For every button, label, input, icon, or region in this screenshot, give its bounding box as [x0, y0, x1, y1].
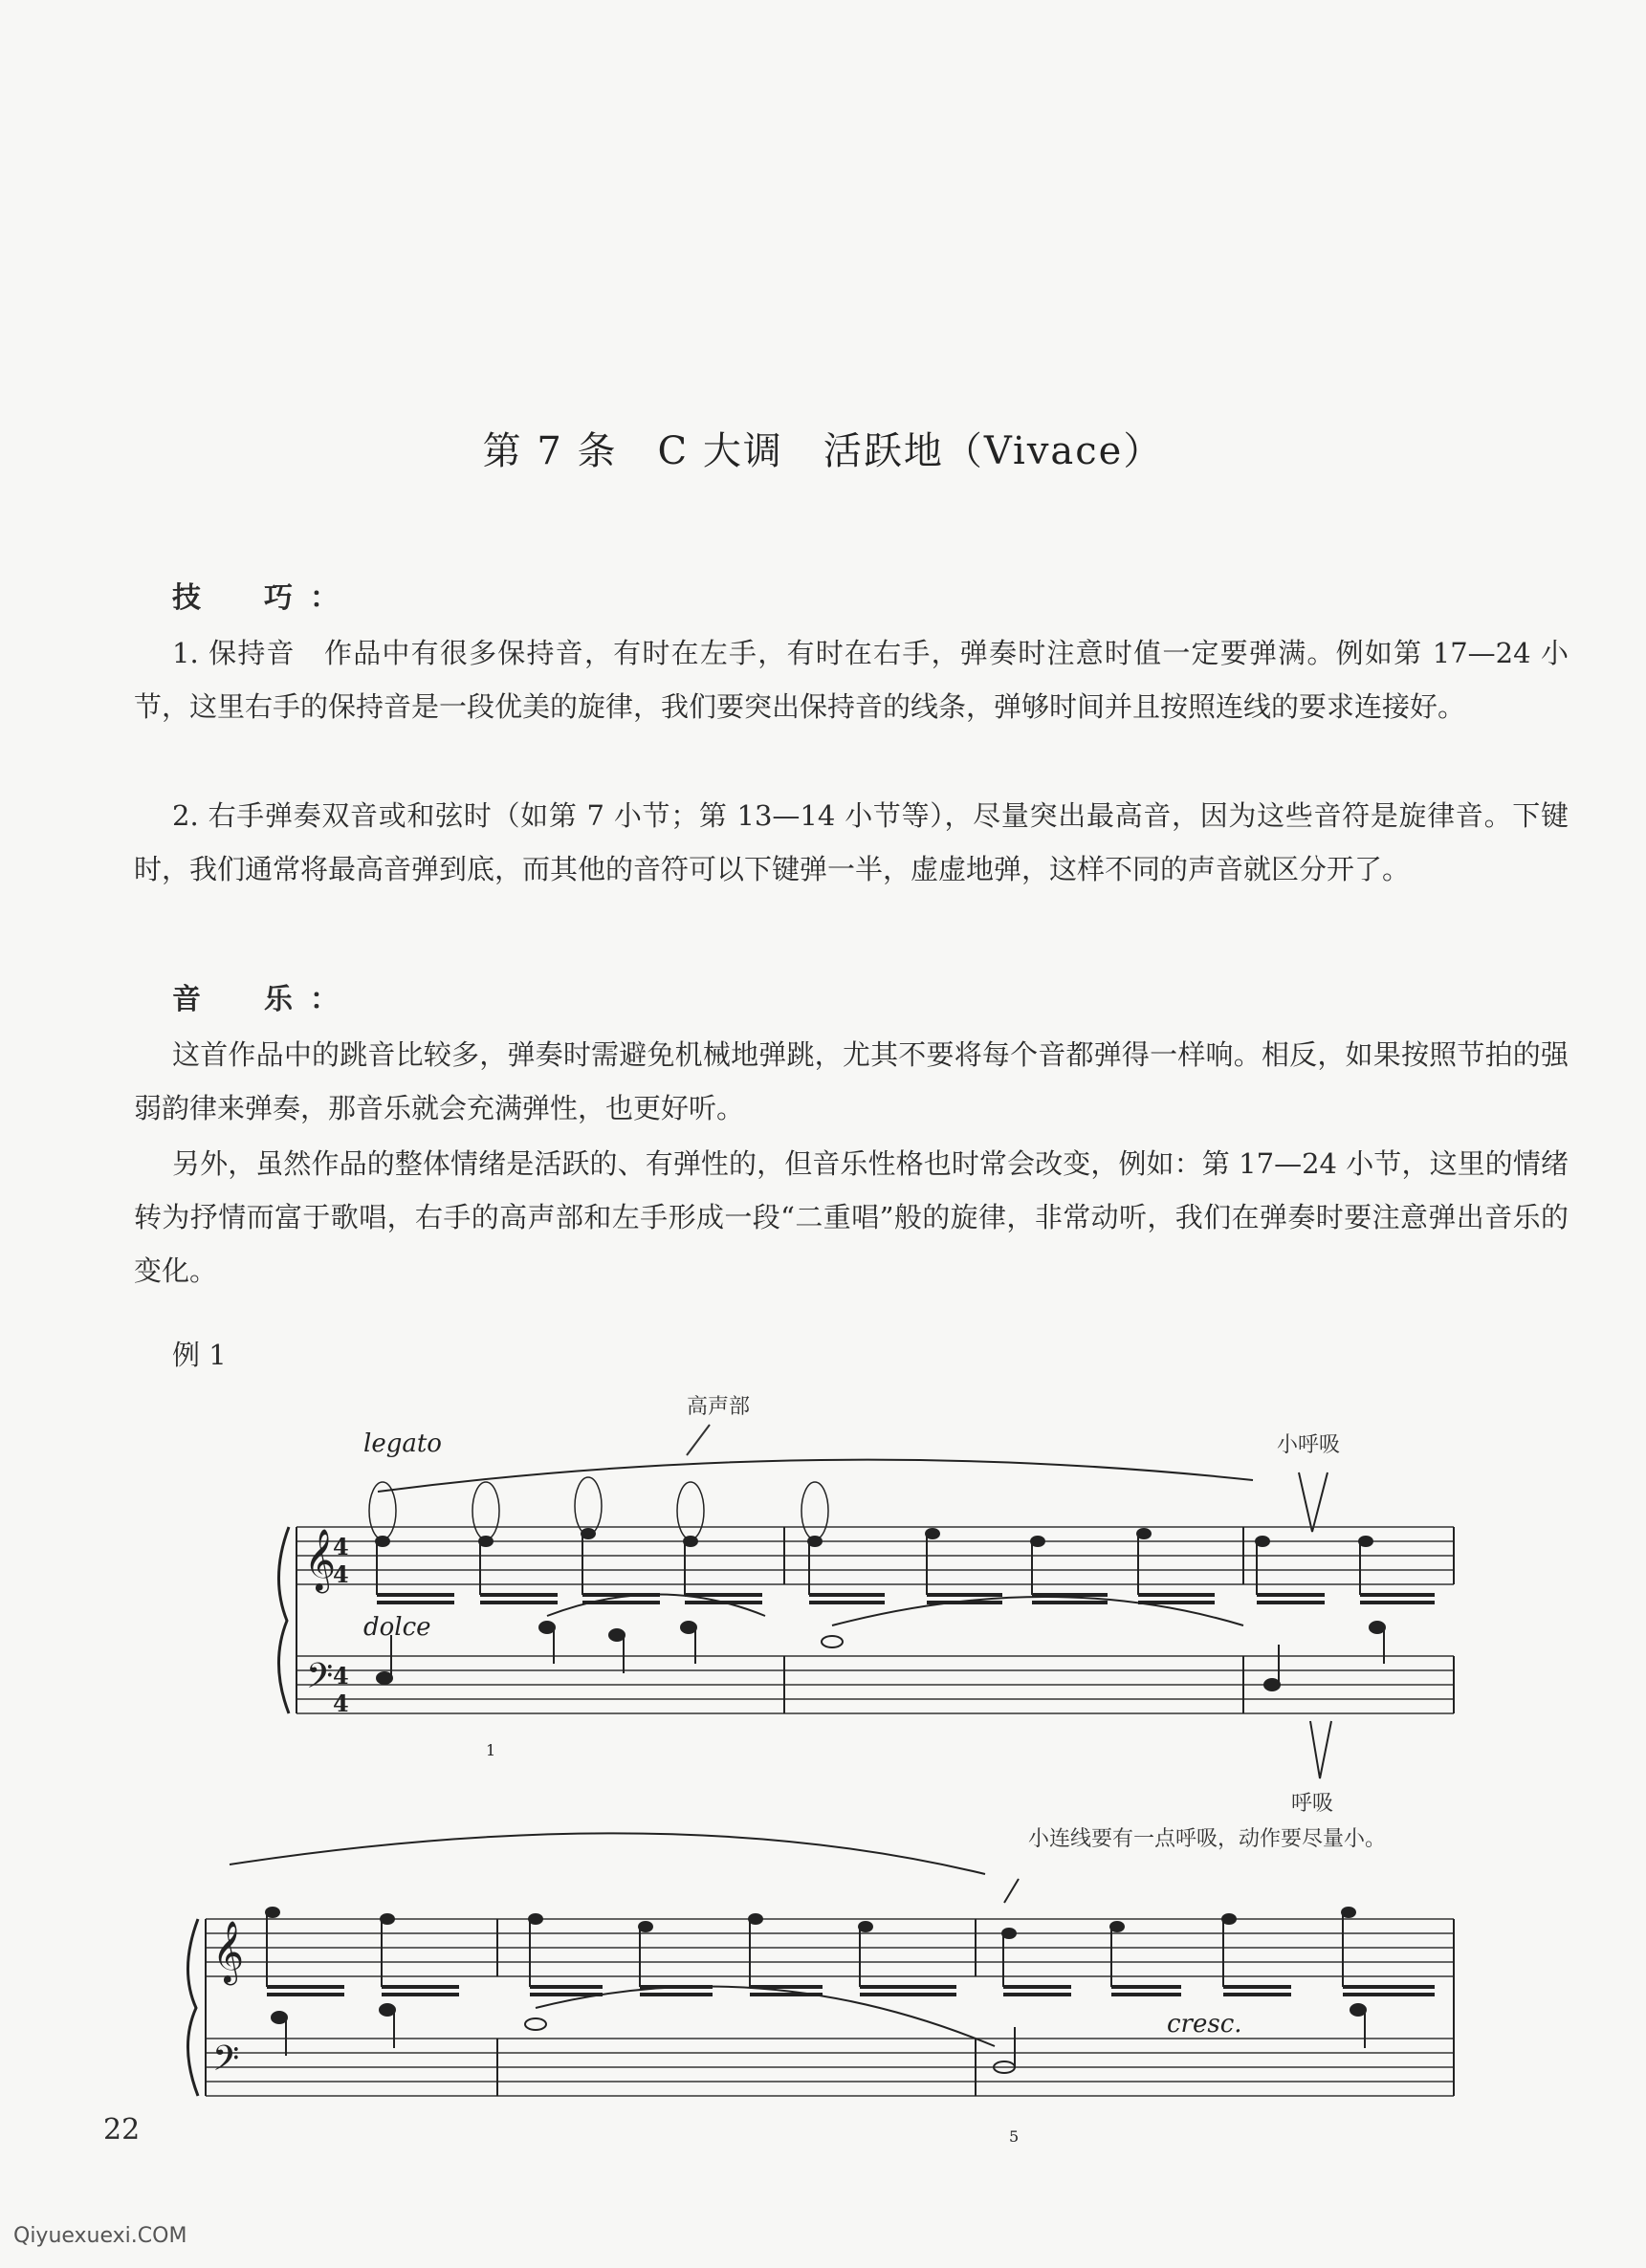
high-voice-arrow — [687, 1425, 710, 1455]
legato-slur — [378, 1460, 1253, 1492]
time-sig-top-bass: 4 — [333, 1662, 349, 1690]
technique-paragraph-1: 1. 保持音 作品中有很多保持音，有时在左手，有时在右手，弹奏时注意时值一定要弹满。例如第 17—24 小节，这里右手的保持音是一段优美的旋律，我们要突出保持音的线条，弹够时间并且按照连线的要求连接好。 — [134, 637, 1569, 723]
measure-number-5: 5 — [1009, 2127, 1020, 2146]
treble-staff-1 — [296, 1527, 1454, 1584]
long-slur-2 — [230, 1833, 985, 1874]
example-label: 例 1 — [172, 1339, 227, 1371]
breath-mark-2 — [1310, 1721, 1331, 1778]
small-breath-annotation: 小呼吸 — [1277, 1433, 1341, 1457]
bass-slur-1 — [547, 1595, 765, 1617]
music-paragraph-1: 这首作品中的跳音比较多，弹奏时需避免机械地弹跳，尤其不要将每个音都弹得一样响。相反，如果按照节拍的强弱韵律来弹奏，那音乐就会充满弹性，也更好听。 — [134, 1038, 1569, 1124]
grand-staff-brace-2 — [187, 1919, 198, 2096]
time-sig-top-treble: 4 — [333, 1533, 349, 1560]
treble-notes-1 — [376, 1529, 1435, 1603]
slur-breath-arrow — [1004, 1879, 1019, 1903]
treble-clef-icon-2: 𝄞 — [212, 1921, 245, 1983]
page-number: 22 — [103, 2113, 141, 2147]
technique-heading: 技 巧： — [172, 581, 356, 615]
time-sig-bottom-treble: 4 — [333, 1560, 349, 1588]
grand-staff-brace-1 — [278, 1527, 289, 1713]
breath-annotation: 呼吸 — [1291, 1792, 1334, 1816]
watermark: Qiyuexuexi.COM — [13, 2224, 187, 2248]
breath-mark-1 — [1299, 1472, 1328, 1532]
technique-paragraph-2: 2. 右手弹奏双音或和弦时（如第 7 小节；第 13—14 小节等），尽量突出最高音，因为这些音符是旋律音。下键时，我们通常将最高音弹到底，而其他的音符可以下键弹一半，虚虚地弹，这样不同的声音就区分开了。 — [134, 799, 1569, 885]
music-heading: 音 乐： — [172, 983, 356, 1016]
treble-notes-2 — [266, 1908, 1435, 1995]
high-voice-annotation: 高声部 — [687, 1395, 751, 1419]
treble-staff-2 — [206, 1919, 1454, 1976]
measure-number-1: 1 — [486, 1741, 496, 1759]
dolce-mark: dolce — [363, 1613, 431, 1642]
bass-clef-icon-2: 𝄢 — [212, 2039, 240, 2087]
bass-clef-icon: 𝄢 — [306, 1656, 334, 1705]
page-title: 第 7 条 C 大调 活跃地（Vivace） — [482, 429, 1164, 473]
cresc-mark: cresc. — [1167, 2010, 1242, 2039]
bass-staff-2 — [206, 2039, 1454, 2096]
music-paragraph-2: 另外，虽然作品的整体情绪是活跃的、有弹性的，但音乐性格也时常会改变，例如：第 17—24 小节，这里的情绪转为抒情而富于歌唱，右手的高声部和左手形成一段“二重唱”般的旋律，非常动听，我们在弹奏时要注意弹出音乐的变化。 — [134, 1147, 1569, 1287]
circled-fingerings — [369, 1477, 828, 1539]
time-sig-bottom-bass: 4 — [333, 1690, 349, 1717]
treble-clef-icon: 𝄞 — [304, 1529, 337, 1591]
slur-breath-annotation: 小连线要有一点呼吸，动作要尽量小。 — [1028, 1827, 1387, 1851]
legato-mark: legato — [363, 1429, 442, 1458]
